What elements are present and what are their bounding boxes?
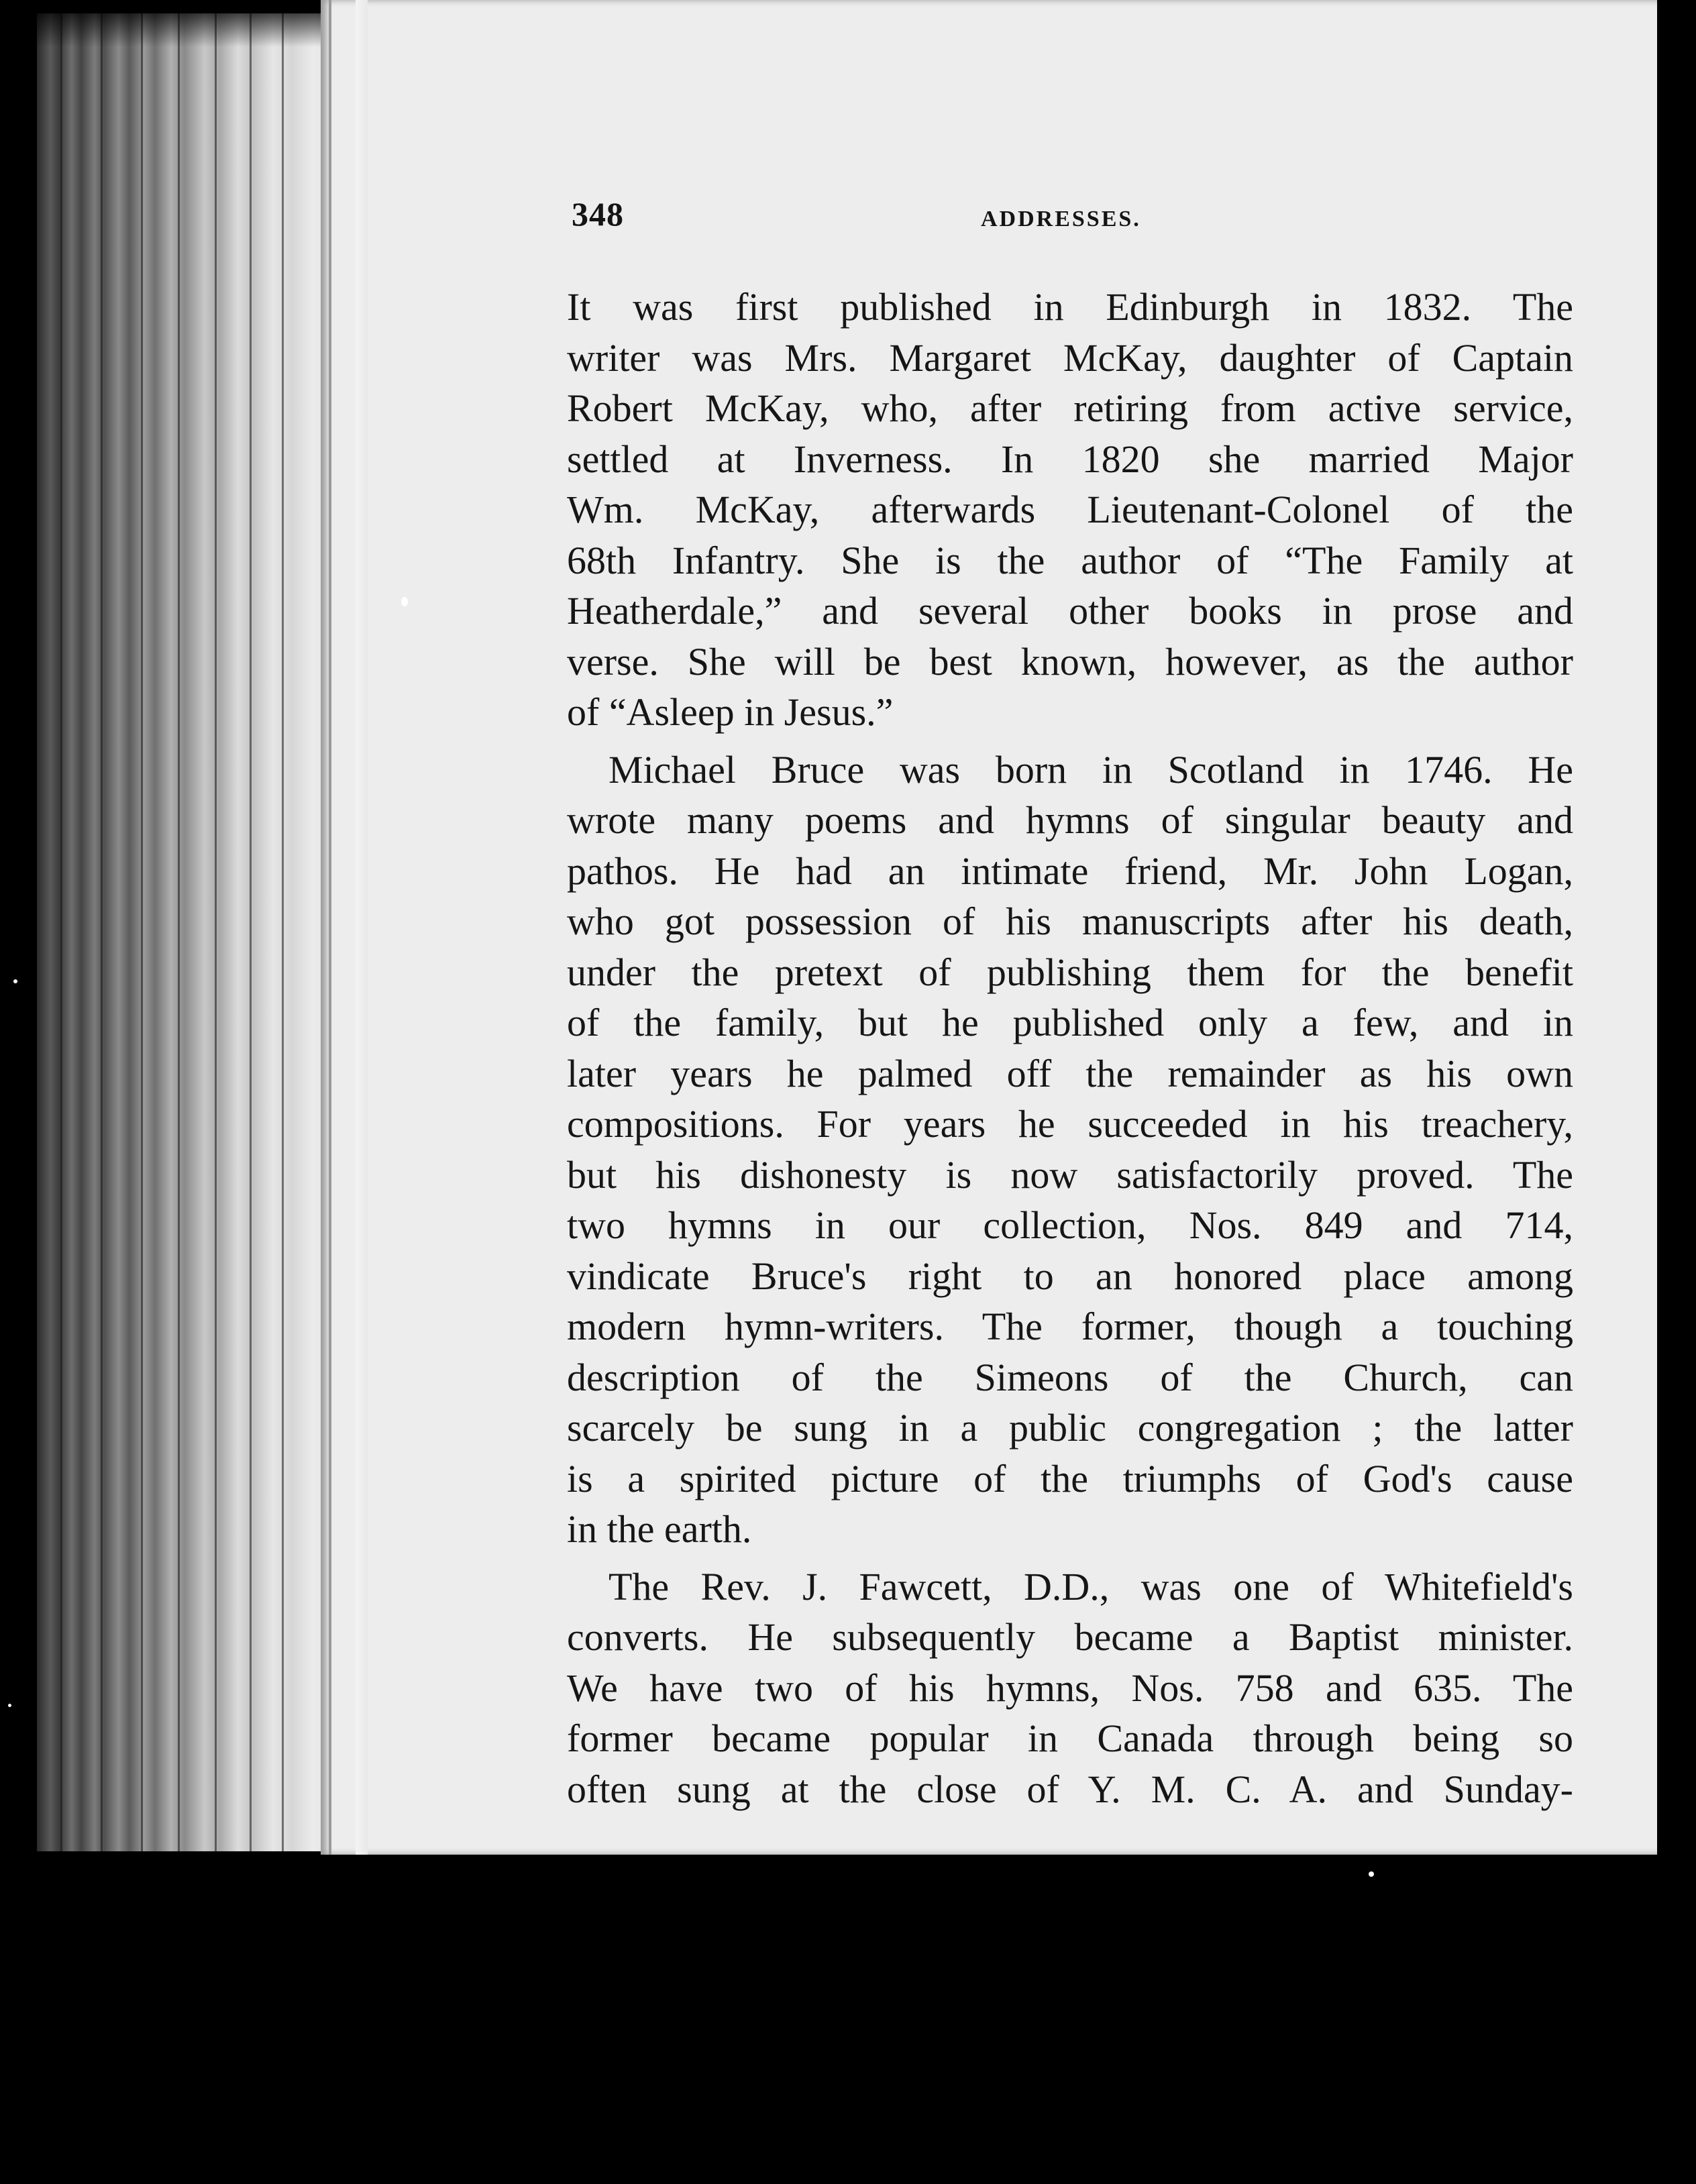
text-line: Heatherdale,” and several other books in prose and [567, 589, 1573, 633]
stack-shadow [37, 0, 335, 47]
text-line: former became popular in Canada through being so [567, 1716, 1573, 1760]
running-head: ADDRESSES. [981, 207, 1141, 231]
paragraph [567, 282, 1573, 738]
dust-speck [1369, 1871, 1374, 1877]
text-line: compositions. For years he succeeded in his treachery, [567, 1102, 1573, 1146]
text-line: under the pretext of publishing them for the benefit [567, 950, 1573, 994]
dust-speck [13, 979, 17, 983]
dust-speck [8, 1704, 11, 1707]
text-line: We have two of his hymns, Nos. 758 and 635. The [567, 1666, 1573, 1710]
text-line: It was first published in Edinburgh in 1832. The [567, 285, 1573, 329]
text-line: Wm. McKay, afterwards Lieutenant-Colonel of the [567, 488, 1573, 531]
text-line: of “Asleep in Jesus.” [567, 690, 894, 734]
page-edge-line [178, 13, 180, 1851]
text-line: Robert McKay, who, after retiring from active service, [567, 386, 1573, 430]
text-line: verse. She will be best known, however, as the author [567, 639, 1573, 684]
text-line: The Rev. J. Fawcett, D.D., was one of Whitefield's [608, 1564, 1573, 1608]
text-line: Michael Bruce was born in Scotland in 1746. He [608, 747, 1573, 791]
text-line: of the family, but he published only a few, and in [567, 1001, 1573, 1044]
page-edge-line [250, 13, 252, 1851]
page-gutter [356, 0, 368, 1855]
text-line: in the earth. [567, 1507, 752, 1551]
text-line: description of the Simeons of the Church, can [567, 1355, 1573, 1399]
text-line: later years he palmed off the remainder as his own [567, 1051, 1573, 1095]
text-line: but his dishonesty is now satisfactorily proved. The [567, 1152, 1573, 1197]
body-text [567, 282, 1573, 1814]
page-edge-line [101, 13, 103, 1851]
text-line: often sung at the close of Y. M. C. A. and Sunday- [567, 1767, 1573, 1811]
paragraph [567, 745, 1573, 1555]
page-header [572, 195, 1591, 248]
page-number: 348 [572, 195, 624, 233]
page-edge-line [282, 13, 284, 1851]
text-line: 68th Infantry. She is the author of “The Family at [567, 538, 1573, 582]
page-edge-line [215, 13, 217, 1851]
dust-speck [401, 597, 408, 606]
text-line: writer was Mrs. Margaret McKay, daughter of Captain [567, 335, 1573, 380]
text-line: modern hymn-writers. The former, though a touching [567, 1305, 1573, 1348]
page-edge-line [141, 13, 143, 1851]
page-stack-edges [37, 13, 335, 1851]
text-line: scarcely be sung in a public congregation ; the latter [567, 1406, 1573, 1450]
text-line: wrote many poems and hymns of singular beauty and [567, 798, 1573, 842]
text-line: settled at Inverness. In 1820 she married Major [567, 437, 1573, 481]
text-line: pathos. He had an intimate friend, Mr. John Logan, [567, 849, 1573, 893]
text-line: two hymns in our collection, Nos. 849 and 714, [567, 1203, 1573, 1247]
page-edge-line [60, 13, 62, 1851]
text-line: vindicate Bruce's right to an honored place among [567, 1254, 1573, 1298]
page-gutter-line [329, 0, 331, 1855]
text-line: who got possession of his manuscripts after his death, [567, 899, 1573, 943]
paragraph [567, 1562, 1573, 1815]
text-line: converts. He subsequently became a Baptist minister. [567, 1615, 1573, 1659]
text-line: is a spirited picture of the triumphs of God's cause [567, 1456, 1573, 1500]
scan-border-bottom [0, 1855, 1696, 2184]
